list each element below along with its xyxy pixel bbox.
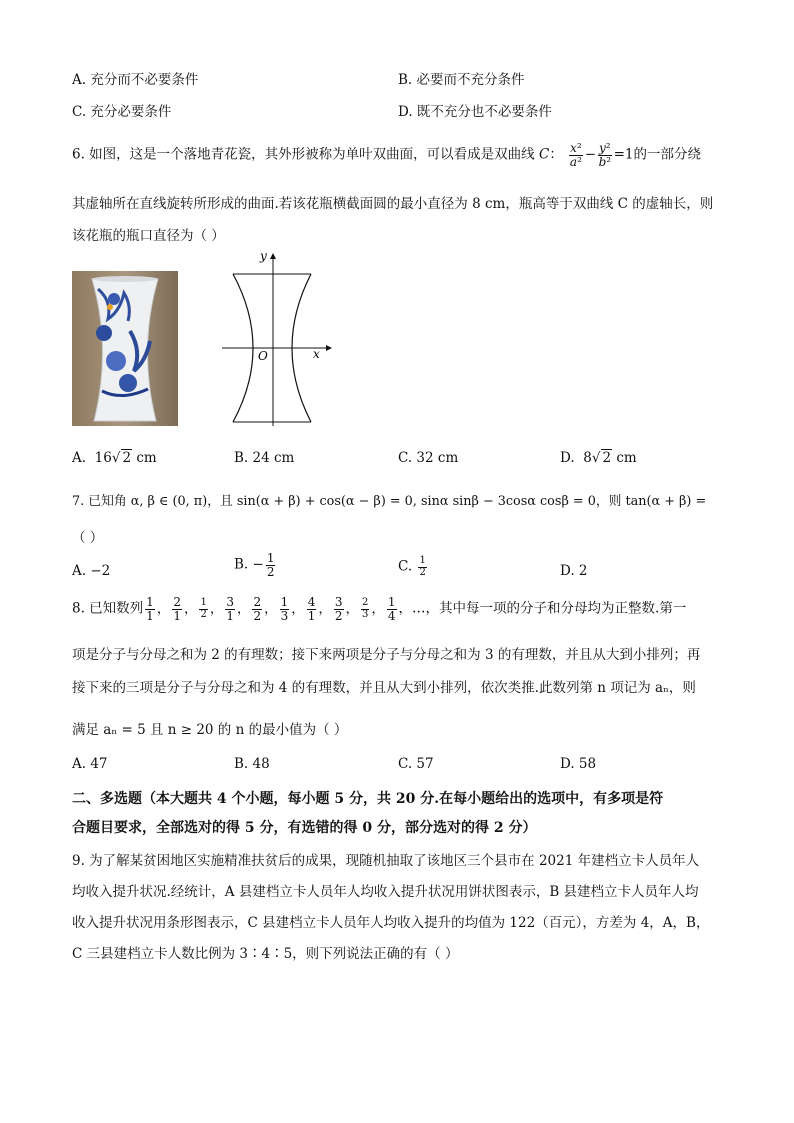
q9-line2: 均收入提升状况.经统计，A 县建档立卡人员年人均收入提升状况用饼状图表示，B 县建档立卡人员年人均 xyxy=(72,884,699,900)
q7-line2: （ ） xyxy=(72,530,104,546)
q5-option-b: B. 必要而不充分条件 xyxy=(398,72,525,88)
q8-option-c: C. 57 xyxy=(398,756,434,772)
q6-eq-tail: =1的一部分绕 xyxy=(613,146,702,163)
q8-line2: 项是分子与分母之和为 2 的有理数；接下来两项是分子与分母之和为 3 的有理数，并且从大到小排列；再 xyxy=(72,647,701,663)
sequence-term: $\frac{3}{1}$ xyxy=(226,595,234,623)
q5-option-d: D. 既不充分也不必要条件 xyxy=(398,104,552,120)
q6-option-c: C. 32 cm xyxy=(398,450,459,466)
q9-line4: C 三县建档立卡人数比例为 3∶4∶5，则下列说法正确的有（ ） xyxy=(72,946,459,962)
q9-line3: 收入提升状况用条形图表示，C 县建档立卡人员年人均收入提升的均值为 122（百元），方差为 4，A，B， xyxy=(72,915,710,931)
q8-line3: 接下来的三项是分子与分母之和为 4 的有理数，并且从大到小排列，依次类推.此数列第 n 项记为 aₙ，则 xyxy=(72,680,696,696)
sequence-term: $\frac{1}{2}$ xyxy=(200,597,207,620)
sequence-term: $\frac{1}{3}$ xyxy=(280,595,289,623)
origin-label: O xyxy=(258,349,268,363)
q6-option-a: A. 16√ 2 cm xyxy=(72,450,157,466)
q6-line2: 其虚轴所在直线旋转所形成的曲面.若该花瓶横截面圆的最小直径为 8 cm，瓶高等于双曲线 C 的虚轴长，则 xyxy=(72,196,714,212)
q8-seq-tail: ，…，其中每一项的分子和分母均为正整数.第一 xyxy=(398,600,687,617)
y2-over-b2: $\frac{\text{y²}}{\text{b²}}$ xyxy=(598,141,612,169)
q8-line1 xyxy=(72,596,686,622)
x-axis-label: x xyxy=(313,347,320,361)
q6-option-d: D. 8√ 2 cm xyxy=(560,450,637,466)
curve-name: C xyxy=(538,146,550,163)
q8-intro: 8. 已知数列 xyxy=(72,600,144,617)
q7-option-a: A. −2 xyxy=(72,563,111,579)
q6-option-b: B. 24 cm xyxy=(234,450,295,466)
q5-option-c: C. 充分必要条件 xyxy=(72,104,172,120)
y-axis-label: y xyxy=(260,250,267,263)
q9-line1: 9. 为了解某贫困地区实施精准扶贫后的成果，现随机抽取了该地区三个县市在 2021 年建档立卡人员年人 xyxy=(72,853,700,869)
q8-option-b: B. 48 xyxy=(234,756,270,772)
y-axis-arrow xyxy=(270,253,276,259)
sequence-term: $\frac{3}{2}$ xyxy=(334,595,343,623)
sequence-term: $\frac{4}{1}$ xyxy=(307,595,316,623)
q8-option-a: A. 47 xyxy=(72,756,108,772)
section2-heading-line2: 合题目要求，全部选对的得 5 分，有选错的得 0 分，部分选对的得 2 分） xyxy=(72,820,537,836)
q7-line1: 7. 已知角 α, β ∈ (0, π)，且 sin(α + β) + cos(α − β) = 0, sinα sinβ − 3cosα cosβ = 0，则 tan(α + β) = xyxy=(72,494,707,509)
sequence-term: $\frac{2}{1}$ xyxy=(173,595,181,623)
q8-line4: 满足 aₙ = 5 且 n ≥ 20 的 n 的最小值为（ ） xyxy=(72,722,348,738)
q7-option-d: D. 2 xyxy=(560,563,588,579)
q7-option-c: C. $\frac{1}{2}$ xyxy=(398,555,426,578)
sequence-term: $\frac{1}{1}$ xyxy=(146,595,154,623)
sequence-term: $\frac{2}{3}$ xyxy=(362,597,369,620)
q6-stem: 6. 如图，这是一个落地青花瓷，其外形被称为单叶双曲面，可以看成是双曲线 xyxy=(72,146,535,163)
q8-sequence: $\frac{1}{1}$ ， $\frac{2}{1}$ ， $\frac{1}{2}$ ， $\frac{3}{1}$ ， $\frac{2}{2}$ ， $\frac{1}{3}$ ， $\frac{4}{1}$ ， $\frac{3}{2}$ ， $\frac{2}{3}$ ， $\frac{1}{4}$ xyxy=(146,595,396,623)
q6-line1: 6. 如图，这是一个落地青花瓷，其外形被称为单叶双曲面，可以看成是双曲线 C： $\frac{\text{x²}}{\text{a²}}$ − $\frac{\text{y²}}{\text{b²}}$ =1的一部分绕 xyxy=(72,141,702,169)
q8-option-d: D. 58 xyxy=(560,756,597,772)
x2-over-a2: $\frac{\text{x²}}{\text{a²}}$ xyxy=(569,141,582,169)
q5-option-a: A. 充分而不必要条件 xyxy=(72,72,199,88)
q6-line3: 该花瓶的瓶口直径为（ ） xyxy=(72,228,225,244)
section2-heading-line1: 二、多选题（本大题共 4 个小题，每小题 5 分，共 20 分.在每小题给出的选项中，有多项是符 xyxy=(72,791,664,807)
hyperbola-figure xyxy=(218,250,333,430)
sequence-term: $\frac{1}{4}$ xyxy=(387,595,396,623)
x-axis-arrow xyxy=(326,345,332,351)
vase-photo xyxy=(72,271,178,426)
sequence-term: $\frac{2}{2}$ xyxy=(253,595,262,623)
q7-option-b: B. − $\frac{1}{2}$ xyxy=(234,551,275,579)
